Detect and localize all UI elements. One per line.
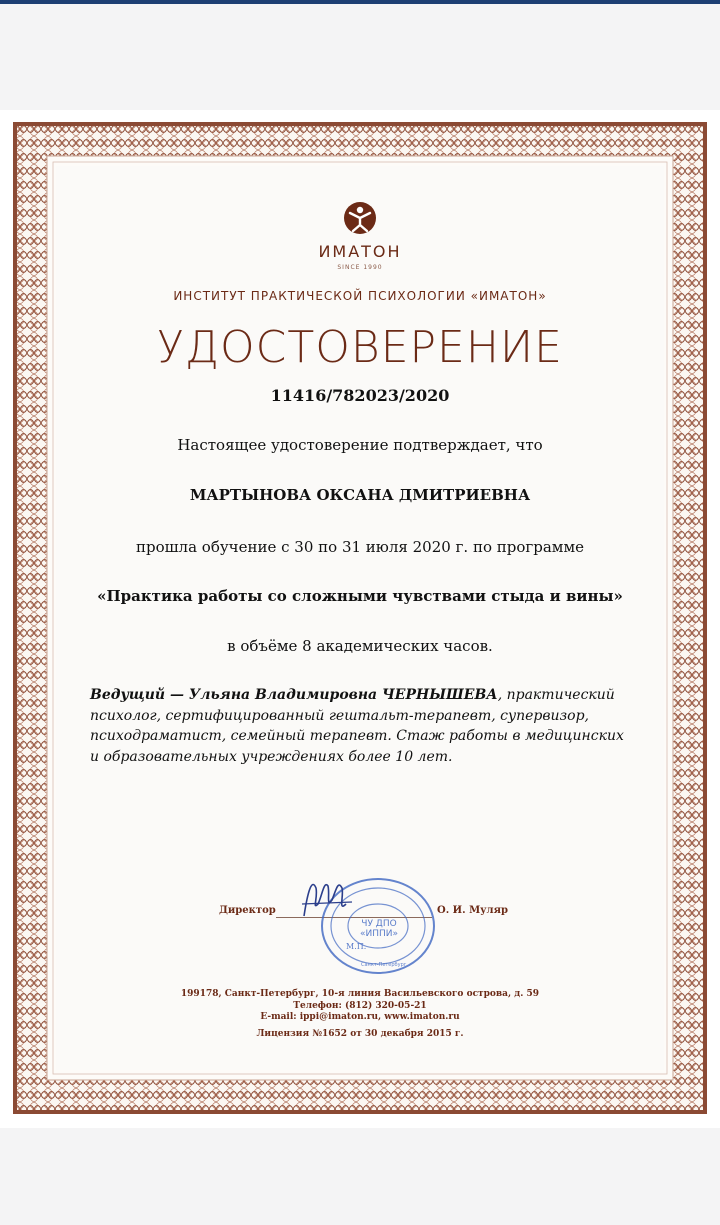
director-label: Директор xyxy=(219,905,276,916)
intro-text: Настоящее удостоверение подтверждает, что xyxy=(177,436,543,454)
footer-email: E-mail: ippi@imaton.ru, www.imaton.ru xyxy=(260,1012,460,1022)
stamp-mp: М.П. xyxy=(346,942,367,951)
document-number: 11416/782023/2020 xyxy=(270,386,450,405)
footer-phone: Телефон: (812) 320-05-21 xyxy=(293,1001,427,1011)
footer-address: 199178, Санкт-Петербург, 10-я линия Васильевского острова, д. 59 xyxy=(180,989,540,999)
brand-name: ИМАТОН xyxy=(318,242,402,261)
volume-text: в объёме 8 академических часов. xyxy=(227,637,493,655)
brand-since: SINCE 1990 xyxy=(337,264,383,271)
lead-text: , практический психолог, сертифицированный гештальт-терапевт, супервизор, психодраматист, семейный терапевт. Стаж работы в медицинских и образовательных учреждениях более 10 лет. xyxy=(90,687,624,765)
person-name: МАРТЫНОВА ОКСАНА ДМИТРИЕВНА xyxy=(189,486,531,504)
lead-name: Ведущий — Ульяна Владимировна ЧЕРНЫШЕВА xyxy=(90,687,498,703)
program-name: «Практика работы со сложными чувствами стыда и вины» xyxy=(97,587,623,605)
director-name: О. И. Муляр xyxy=(437,905,508,916)
institute-name: ИНСТИТУТ ПРАКТИЧЕСКОЙ ПСИХОЛОГИИ «ИМАТОН» xyxy=(173,289,547,303)
training-text: прошла обучение с 30 по 31 июля 2020 г. по программе xyxy=(135,538,584,556)
director-signature xyxy=(298,870,358,930)
document-title: УДОСТОВЕРЕНИЕ xyxy=(157,322,563,373)
lead-description xyxy=(90,685,630,767)
stamp-text: ЧУ ДПО «ИППИ» xyxy=(359,919,398,939)
footer-license: Лицензия №1652 от 30 декабря 2015 г. xyxy=(256,1029,464,1039)
stamp-city: Санкт-Петербург xyxy=(361,962,407,968)
top-bar xyxy=(0,0,720,4)
